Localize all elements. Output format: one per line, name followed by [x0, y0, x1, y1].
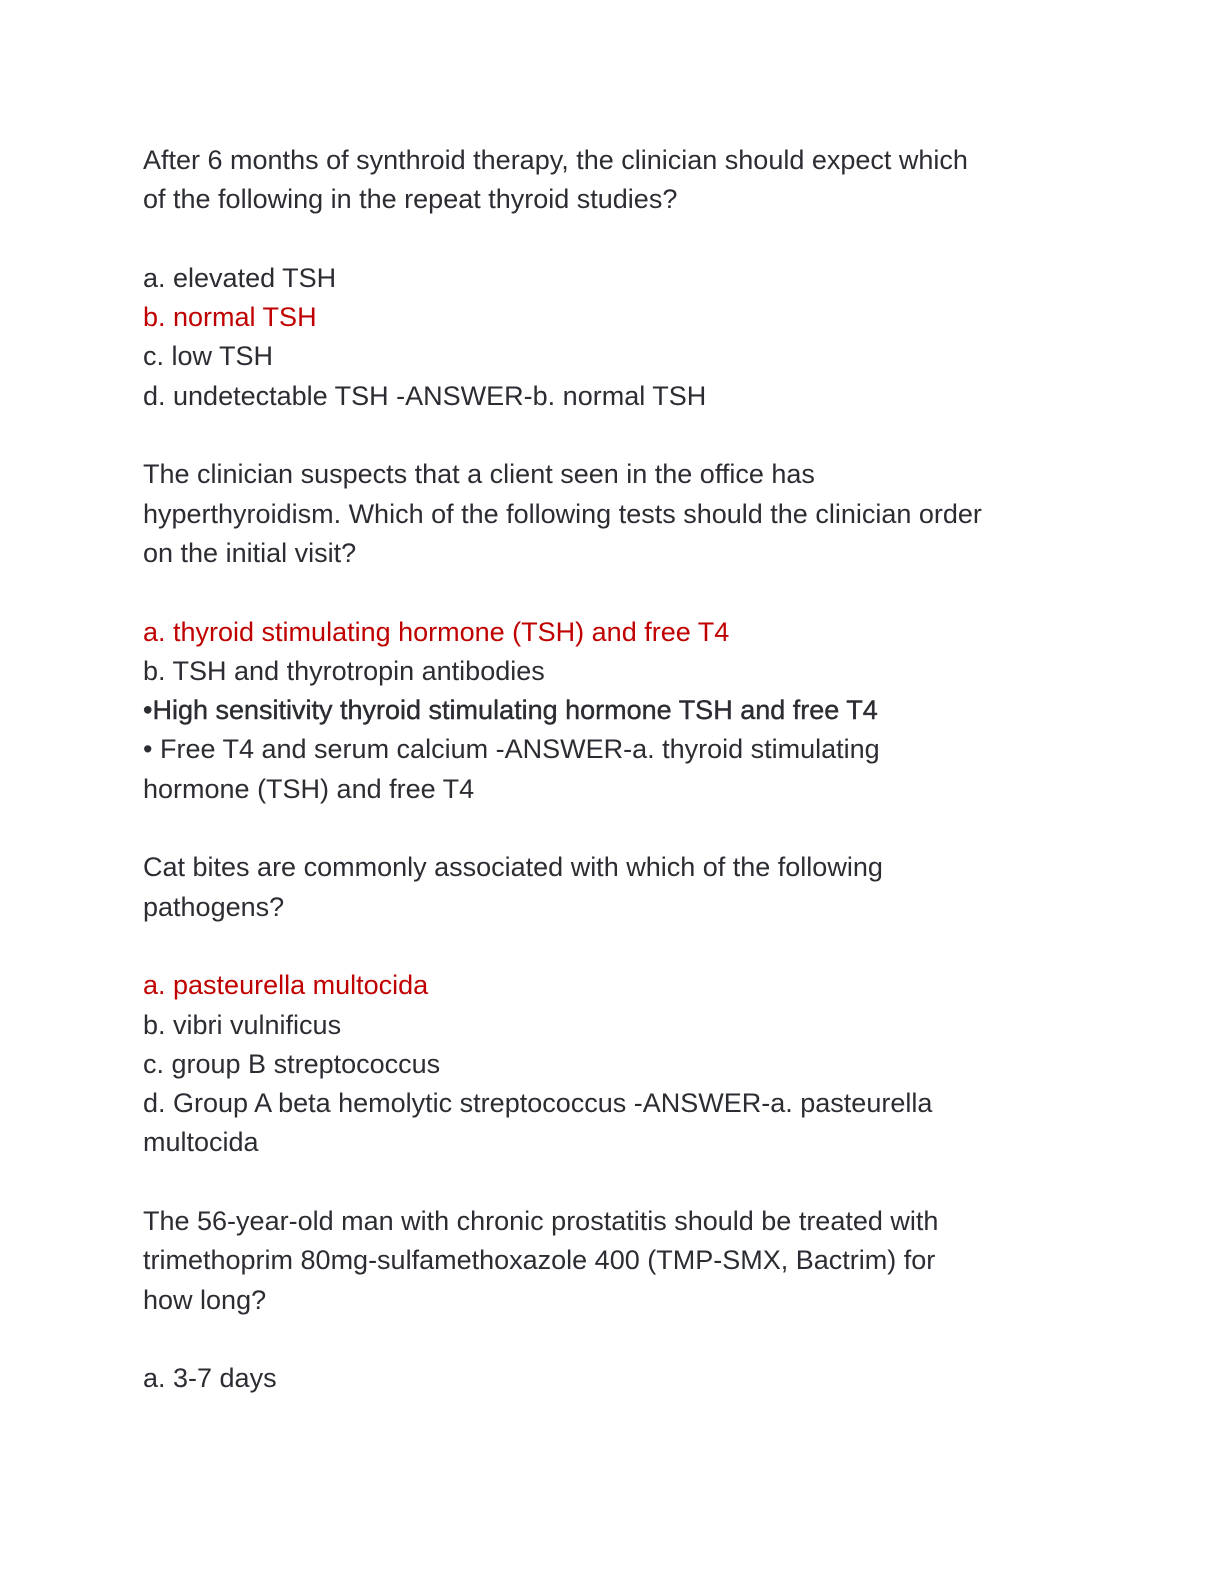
- question-2-option-a-correct: a. thyroid stimulating hormone (TSH) and free T4: [143, 616, 730, 647]
- question-1-option-b-correct: b. normal TSH: [143, 302, 317, 333]
- question-3-stem-line-1: Cat bites are commonly associated with which of the following: [143, 852, 883, 883]
- question-1-stem-line-1: After 6 months of synthroid therapy, the clinician should expect which: [143, 145, 968, 175]
- question-4: [143, 1202, 1103, 1398]
- question-1-stem-line-2: of the following in the repeat thyroid studies?: [143, 184, 678, 215]
- question-2: [143, 455, 1103, 809]
- question-2-stem-line-1: The clinician suspects that a client seen in the office has: [143, 459, 815, 490]
- question-3-option-c: c. group B streptococcus: [143, 1048, 441, 1079]
- question-2-option-d-answer: • Free T4 and serum calcium -ANSWER-a. thyroid stimulating: [143, 734, 880, 765]
- question-1: [143, 141, 1103, 416]
- question-3-option-d-answer: d. Group A beta hemolytic streptococcus -ANSWER-a. pasteurella: [143, 1088, 933, 1119]
- question-3: [143, 848, 1103, 1162]
- question-2-option-b: b. TSH and thyrotropin antibodies: [143, 655, 545, 686]
- question-3-option-b: b. vibri vulnificus: [143, 1009, 342, 1040]
- question-4-stem-line-3: how long?: [143, 1284, 267, 1315]
- question-2-stem-line-3: on the initial visit?: [143, 537, 357, 568]
- question-4-stem-line-2: trimethoprim 80mg-sulfamethoxazole 400 (TMP-SMX, Bactrim) for: [143, 1245, 936, 1276]
- question-3-answer-continued: multocida: [143, 1127, 259, 1158]
- question-1-option-c: c. low TSH: [143, 341, 274, 372]
- question-1-option-a: a. elevated TSH: [143, 262, 337, 293]
- question-3-option-a-correct: a. pasteurella multocida: [143, 970, 429, 1001]
- question-3-stem-line-2: pathogens?: [143, 891, 285, 922]
- question-1-option-d-answer: d. undetectable TSH -ANSWER-b. normal TSH: [143, 380, 707, 411]
- question-2-stem-line-2: hyperthyroidism. Which of the following tests should the clinician order: [143, 498, 982, 529]
- question-2-answer-continued: hormone (TSH) and free T4: [143, 773, 475, 804]
- question-4-option-a: a. 3-7 days: [143, 1363, 277, 1394]
- document-page: [143, 141, 1103, 1399]
- question-4-stem-line-1: The 56-year-old man with chronic prostatitis should be treated with: [143, 1206, 939, 1237]
- question-2-option-c: •High sensitivity thyroid stimulating hormone TSH and free T4: [143, 695, 878, 726]
